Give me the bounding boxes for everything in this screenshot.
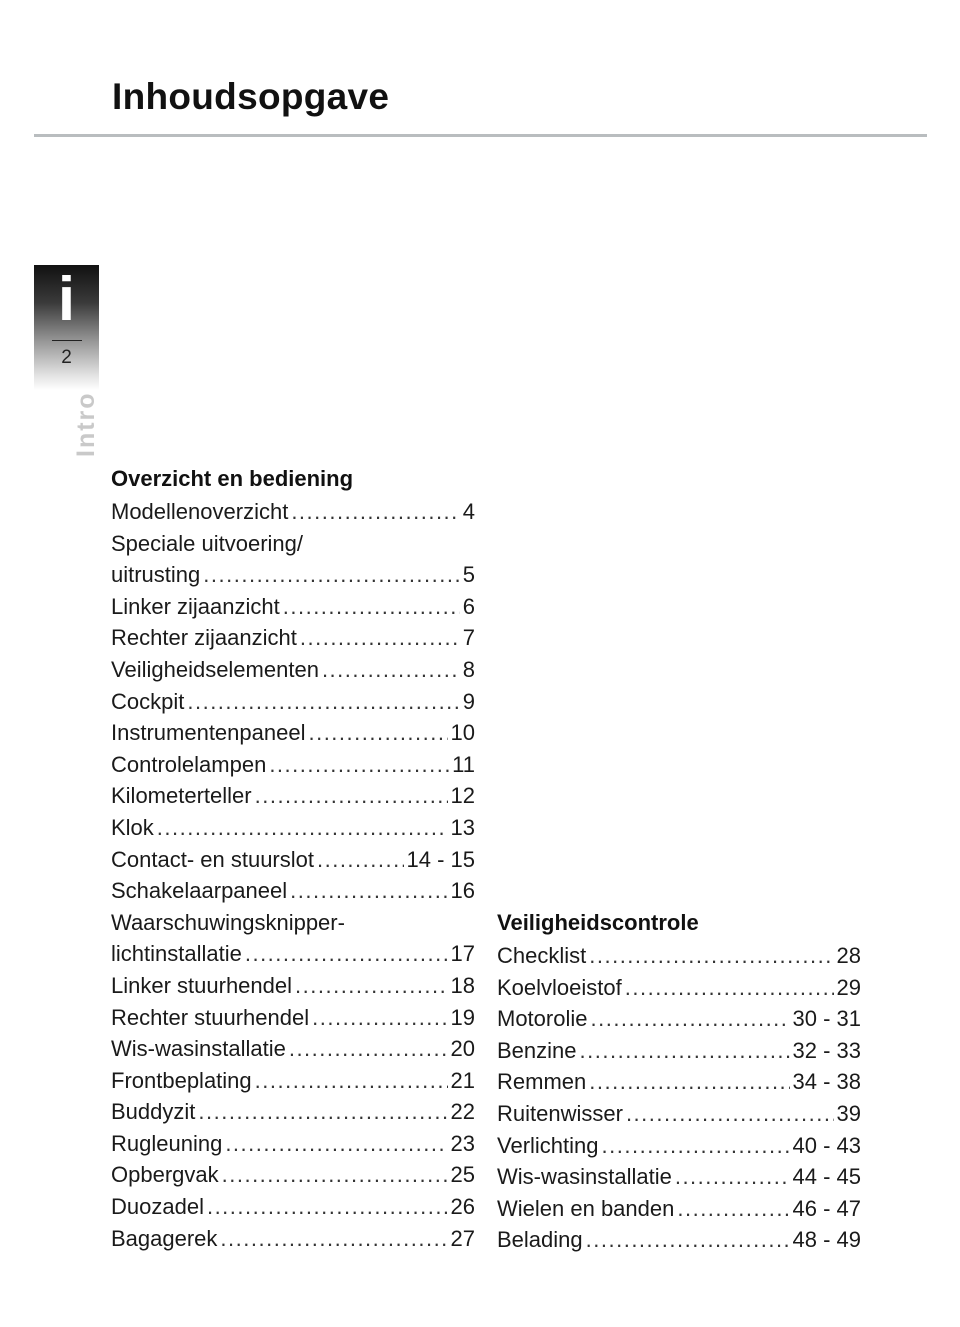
toc-entry-page: 20 [450, 1036, 475, 1062]
toc-entry-page: 44 - 45 [792, 1164, 861, 1190]
dot-leader [283, 591, 460, 623]
toc-entry[interactable] [111, 1002, 475, 1034]
toc-entry-page: 26 [450, 1194, 475, 1220]
toc-entry-label: Duozadel [111, 1194, 204, 1220]
toc-entry-page: 8 [462, 656, 475, 682]
toc-entry[interactable] [497, 940, 861, 972]
toc-column-right [497, 906, 861, 1256]
toc-entry-label: Buddyzit [111, 1099, 196, 1125]
toc-entry-page: 18 [450, 972, 475, 998]
toc-entry-label: Ruitenwisser [497, 1100, 623, 1126]
toc-entry-page: 5 [462, 562, 475, 588]
toc-entry-label: Frontbeplating [111, 1067, 252, 1093]
toc-entry-label: Veiligheidselementen [111, 656, 319, 682]
toc-entry-page: 10 [450, 720, 475, 746]
toc-entry-label: Modellenoverzicht [111, 499, 289, 524]
toc-entry-page: 9 [462, 688, 475, 714]
toc-entry[interactable] [111, 1159, 475, 1191]
toc-entry-label: Linker stuurhendel [111, 972, 293, 998]
toc-entry[interactable] [111, 875, 475, 907]
toc-entry-label: Verlichting [497, 1132, 599, 1158]
dot-leader [312, 1002, 447, 1034]
dot-leader [295, 970, 448, 1002]
toc-entry[interactable] [111, 749, 475, 781]
toc-entry[interactable] [497, 1130, 861, 1162]
dot-leader [317, 844, 404, 876]
toc-entry-page: 34 - 38 [792, 1069, 861, 1095]
toc-entry-label: Wis-wasinstallatie [111, 1036, 286, 1062]
toc-entry[interactable] [111, 907, 475, 939]
toc-entry-label: Rugleuning [111, 1130, 223, 1156]
dot-leader [625, 972, 834, 1004]
dot-leader [187, 686, 459, 718]
dot-leader [677, 1193, 789, 1225]
toc-entry-label: Linker zijaanzicht [111, 593, 280, 619]
toc-entry[interactable] [111, 591, 475, 623]
dot-leader [157, 812, 448, 844]
toc-entry-label: Cockpit [111, 688, 185, 714]
toc-entry[interactable] [497, 1098, 861, 1130]
dot-leader [291, 496, 459, 528]
dot-leader [308, 717, 447, 749]
toc-entry-page: 28 [836, 943, 861, 968]
dot-leader [203, 559, 459, 591]
toc-entry-page: 22 [450, 1099, 475, 1125]
toc-entry[interactable] [111, 717, 475, 749]
toc-entry-page: 16 [450, 878, 475, 904]
toc-entry-page: 4 [462, 499, 475, 524]
toc-entry-page: 27 [450, 1225, 475, 1251]
toc-entry-page: 40 - 43 [792, 1132, 861, 1158]
toc-entry[interactable] [111, 496, 475, 528]
toc-entry[interactable] [111, 528, 475, 560]
dot-leader [580, 1035, 790, 1067]
toc-entry-page: 11 [452, 751, 475, 777]
toc-entry[interactable] [111, 938, 475, 970]
toc-entry[interactable] [111, 1096, 475, 1128]
toc-entry-label: Rechter zijaanzicht [111, 625, 297, 651]
toc-entry-label: Opbergvak [111, 1162, 219, 1188]
toc-entry[interactable] [111, 1065, 475, 1097]
toc-entry[interactable] [111, 844, 475, 876]
page-title: Inhoudsopgave [112, 76, 390, 117]
dot-leader [245, 938, 448, 970]
toc-entry[interactable] [111, 559, 475, 591]
toc-entry-page: 14 - 15 [406, 846, 475, 872]
toc-entry[interactable] [111, 970, 475, 1002]
toc-entry[interactable] [111, 1191, 475, 1223]
toc-entry-page: 25 [450, 1162, 475, 1188]
toc-entry-label: Wielen en banden [497, 1195, 675, 1221]
toc-entry-page: 29 [836, 974, 861, 1000]
toc-entry-label: Wis-wasinstallatie [497, 1164, 672, 1190]
toc-entry[interactable] [497, 1035, 861, 1067]
dot-leader [269, 749, 449, 781]
section-side-label: Intro [72, 391, 100, 457]
toc-entry[interactable] [497, 1193, 861, 1225]
toc-entry-label: Klok [111, 814, 154, 840]
dot-leader [675, 1161, 790, 1193]
dot-leader [198, 1096, 447, 1128]
toc-entry-page: 7 [462, 625, 475, 651]
dot-leader [207, 1191, 448, 1223]
toc-entry-label: Koelvloeistof [497, 974, 622, 1000]
toc-entry-label: Benzine [497, 1037, 577, 1063]
toc-entry-page: 19 [450, 1004, 475, 1030]
dot-leader [225, 1128, 447, 1160]
toc-entry-page: 17 [450, 941, 475, 967]
toc-entry[interactable] [497, 1224, 861, 1256]
toc-entry-page: 48 - 49 [792, 1227, 861, 1253]
section-heading: Overzicht en bediening [111, 466, 354, 491]
dot-leader [290, 875, 447, 907]
toc-entry-label: Belading [497, 1227, 583, 1253]
toc-entry[interactable] [111, 686, 475, 718]
toc-entry-page: 39 [836, 1100, 861, 1126]
toc-entry-page: 23 [450, 1130, 475, 1156]
toc-entry-label: uitrusting [111, 562, 201, 588]
toc-entry-label: Waarschuwingsknipper- [111, 909, 345, 935]
dot-leader [589, 1066, 789, 1098]
toc-entry[interactable] [111, 812, 475, 844]
toc-entry-label: Schakelaarpaneel [111, 878, 288, 904]
toc-entry[interactable] [111, 1223, 475, 1255]
toc-entry-page: 12 [450, 783, 475, 809]
toc-entry-label: Instrumentenpaneel [111, 720, 306, 746]
toc-entry-label: Kilometerteller [111, 783, 252, 809]
toc-entry-label: Rechter stuurhendel [111, 1004, 310, 1030]
toc-entry-label: Contact- en stuurslot [111, 846, 314, 872]
dot-leader [255, 780, 448, 812]
toc-entry-page: 32 - 33 [792, 1037, 861, 1063]
toc-entry[interactable] [497, 972, 861, 1004]
toc-entry-page: 13 [450, 814, 475, 840]
toc-entry[interactable] [497, 1003, 861, 1035]
toc-entry-label: Speciale uitvoering/ [111, 530, 304, 556]
toc-entry-label: Bagagerek [111, 1225, 218, 1251]
toc-entry-page: 30 - 31 [792, 1006, 861, 1032]
toc-entry[interactable] [111, 780, 475, 812]
dot-leader [289, 1033, 448, 1065]
toc-entry[interactable] [111, 1033, 475, 1065]
toc-entry-label: Checklist [497, 943, 587, 968]
toc-entry-label: Remmen [497, 1069, 587, 1095]
dot-leader [589, 940, 833, 972]
toc-entry-page: 6 [462, 593, 475, 619]
dot-leader [602, 1130, 790, 1162]
dot-leader [300, 622, 460, 654]
toc-entry-label: Motorolie [497, 1006, 588, 1032]
dot-leader [322, 654, 460, 686]
section-heading: Veiligheidscontrole [497, 910, 699, 935]
chapter-tab-letter: i [57, 265, 76, 334]
chapter-tab [34, 265, 99, 390]
toc-entry-page: 21 [450, 1067, 475, 1093]
toc-entry[interactable] [497, 1066, 861, 1098]
dot-leader [590, 1003, 789, 1035]
toc-entry-label: Controlelampen [111, 751, 267, 777]
toc-entry-label: lichtinstallatie [111, 941, 242, 967]
toc-entry[interactable] [111, 622, 475, 654]
chapter-tab-divider [52, 340, 82, 341]
toc-entry-page: 46 - 47 [792, 1195, 861, 1221]
title-divider [34, 134, 927, 137]
dot-leader [222, 1159, 448, 1191]
dot-leader [586, 1224, 790, 1256]
dot-leader [220, 1223, 447, 1255]
dot-leader [255, 1065, 448, 1097]
page-number: 2 [61, 347, 72, 368]
toc-entry[interactable] [111, 654, 475, 686]
dot-leader [626, 1098, 834, 1130]
toc-column-left [111, 462, 475, 1254]
toc-entry[interactable] [111, 1128, 475, 1160]
toc-entry[interactable] [497, 1161, 861, 1193]
